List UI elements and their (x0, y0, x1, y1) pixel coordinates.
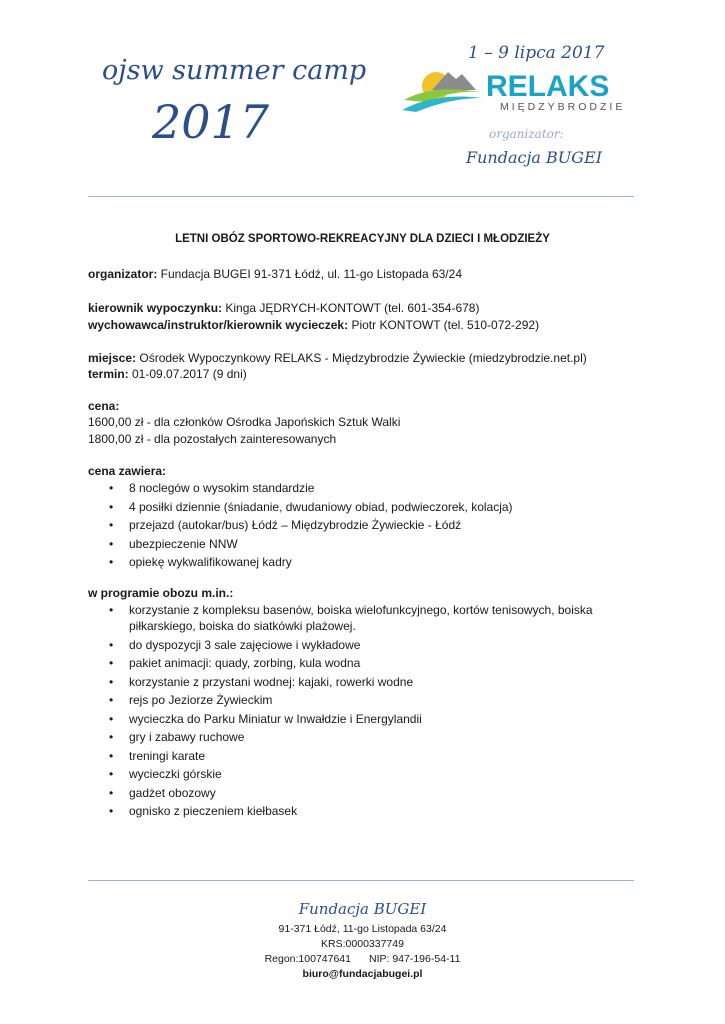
bullet-icon: • (109, 499, 114, 514)
footer-ids (0, 953, 725, 965)
header-divider (88, 196, 634, 197)
program-item-text: gadżet obozowy (129, 785, 216, 800)
program-item (88, 637, 628, 653)
program-list (88, 602, 628, 819)
program-item (88, 602, 628, 634)
logo-sub-text: MIĘDZYBRODZIE (500, 101, 626, 113)
place-line (88, 350, 587, 366)
price-members: 1600,00 zł - dla członków Ośrodka Japońskich Sztuk Walki (88, 415, 401, 429)
footer-email[interactable]: biuro@fundacjabugei.pl (302, 968, 423, 980)
organizer-label: organizator: (489, 127, 564, 141)
footer-address: 91-371 Łódź, 11-go Listopada 63/24 (278, 923, 447, 935)
includes-item (88, 517, 628, 533)
program-label-text: w programie obozu m.in.: (88, 586, 234, 600)
price-label-text: cena: (88, 399, 120, 413)
term-line (88, 366, 247, 382)
program-item-text: wycieczki górskie (129, 767, 222, 781)
educator-line-value: Piotr KONTOWT (tel. 510-072-292) (348, 318, 540, 332)
program-item-text: wycieczka do Parku Miniatur w Inwałdzie i Energylandii (129, 711, 422, 726)
program-item-text: ognisko z pieczeniem kiełbasek (129, 804, 298, 818)
includes-item-text: ubezpieczenie NNW (129, 536, 238, 551)
includes-item (88, 554, 628, 570)
includes-item (88, 499, 628, 515)
program-item-text: pakiet animacji: quady, zorbing, kula wodna (129, 656, 361, 670)
manager-line (88, 300, 479, 316)
bullet-icon: • (109, 656, 114, 670)
program-item-text: rejs po Jeziorze Żywieckim (129, 693, 273, 707)
bullet-icon: • (109, 536, 114, 551)
document-heading: LETNI OBÓZ SPORTOWO-REKREACYJNY DLA DZIECI I MŁODZIEŻY (175, 233, 550, 245)
program-item (88, 785, 628, 801)
includes-item-text: opiekę wykwalifikowanej kadry (129, 555, 292, 569)
program-item (88, 711, 628, 727)
bullet-icon: • (109, 767, 114, 781)
program-item-text: korzystanie z przystani wodnej: kajaki, rowerki wodne (129, 674, 414, 689)
program-item-text: treningi karate (129, 748, 206, 763)
bullet-icon: • (109, 711, 114, 726)
price-label (88, 398, 119, 414)
footer-nip: NIP: 947-196-54-11 (368, 953, 461, 965)
organizer-line-label: organizator: (88, 267, 158, 281)
program-item-text: do dyspozycji 3 sale zajęciowe i wykładowe (129, 637, 361, 652)
educator-line-label: wychowawca/instruktor/kierownik wycieczek: (88, 318, 349, 332)
program-item-text: korzystanie z kompleksu basenów, boiska wielofunkcyjnego, kortów tenisowych, boiska piłkarskiego, boiska do siatkówki plażowej. (129, 603, 593, 633)
bullet-icon: • (109, 748, 114, 763)
program-label (88, 585, 233, 601)
includes-item (88, 536, 628, 552)
camp-title: ojsw summer camp (102, 55, 367, 86)
bullet-icon: • (109, 603, 114, 617)
manager-line-label: kierownik wypoczynku: (88, 301, 223, 315)
bullet-icon: • (109, 481, 114, 495)
educator-line (88, 317, 539, 333)
includes-item-text: 4 posiłki dziennie (śniadanie, dwudaniowy obiad, podwieczorek, kolacja) (129, 499, 513, 514)
organizer-line-value: Fundacja BUGEI 91-371 Łódź, ul. 11-go Listopada 63/24 (157, 267, 462, 281)
place-line-value: Ośrodek Wypoczynkowy RELAKS - Międzybrodzie Żywieckie (miedzybrodzie.net.pl) (136, 351, 587, 365)
manager-line-value: Kinga JĘDRYCH-KONTOWT (tel. 601-354-678) (222, 301, 480, 315)
includes-list (88, 480, 628, 570)
camp-year: 2017 (152, 95, 270, 149)
term-line-value: 01-09.07.2017 (9 dni) (128, 367, 247, 381)
program-item (88, 729, 628, 745)
term-line-label: termin: (88, 367, 129, 381)
includes-item (88, 480, 628, 496)
bullet-icon: • (109, 693, 114, 707)
footer-regon: Regon:100747641 (264, 953, 351, 965)
bullet-icon: • (109, 730, 114, 744)
logo-main-text: RELAKS (486, 70, 610, 103)
bullet-icon: • (109, 637, 114, 652)
program-item (88, 766, 628, 782)
camp-dates: 1 – 9 lipca 2017 (468, 43, 605, 63)
footer-krs: KRS:0000337749 (321, 938, 404, 950)
includes-label-text: cena zawiera: (88, 464, 167, 478)
bullet-icon: • (109, 555, 114, 569)
includes-label (88, 463, 166, 479)
program-item (88, 674, 628, 690)
footer-organization-name: Fundacja BUGEI (298, 900, 427, 918)
includes-item-text: przejazd (autokar/bus) Łódź – Międzybrodzie Żywieckie - Łódź (129, 518, 462, 532)
program-item (88, 655, 628, 671)
price-others: 1800,00 zł - dla pozostałych zainteresowanych (88, 432, 337, 446)
bullet-icon: • (109, 804, 114, 818)
organizer-name: Fundacja BUGEI (466, 148, 603, 167)
footer-divider (88, 880, 634, 881)
relaks-logo (402, 66, 642, 116)
bullet-icon: • (109, 674, 114, 689)
includes-item-text: 8 noclegów o wysokim standardzie (129, 481, 315, 495)
program-item (88, 692, 628, 708)
program-item (88, 803, 628, 819)
bullet-icon: • (109, 785, 114, 800)
program-item (88, 748, 628, 764)
place-line-label: miejsce: (88, 351, 137, 365)
bullet-icon: • (109, 518, 114, 532)
organizer-line (88, 266, 462, 282)
program-item-text: gry i zabawy ruchowe (129, 730, 245, 744)
